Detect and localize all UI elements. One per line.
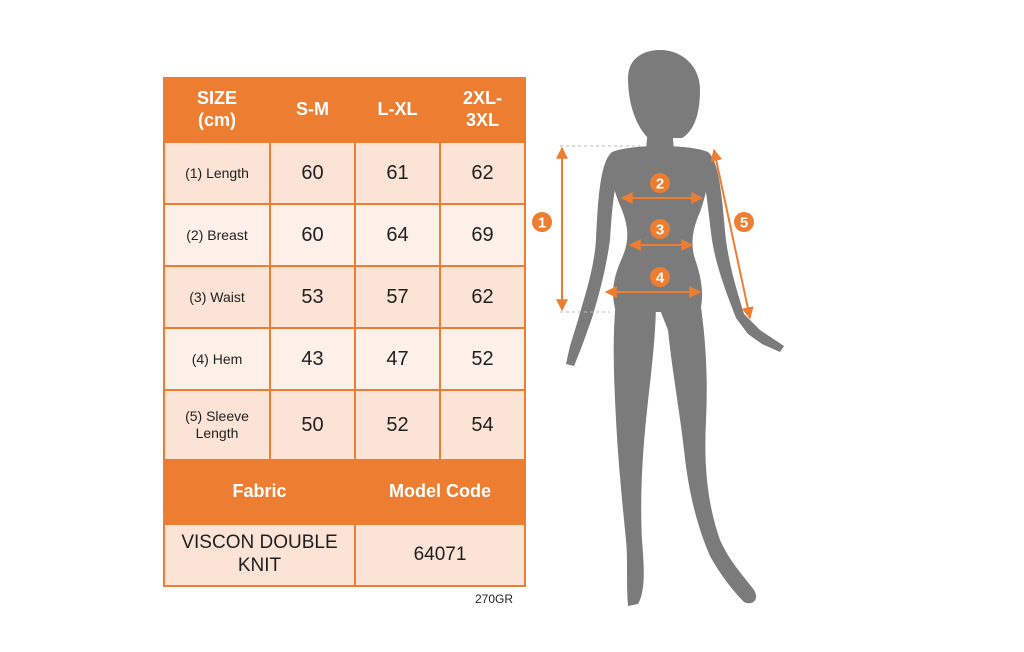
measurement-value: 47	[355, 328, 440, 390]
measurement-value: 60	[270, 204, 355, 266]
measurement-label: (2) Breast	[164, 204, 270, 266]
measurement-label: (1) Length	[164, 142, 270, 204]
model-code-value: 64071	[355, 524, 525, 586]
table-header-row	[164, 78, 525, 142]
marker-5-label: 5	[739, 214, 749, 232]
fabric-header-row	[164, 460, 525, 524]
body-silhouette-figure	[527, 40, 797, 620]
measurement-value: 61	[355, 142, 440, 204]
measurement-value: 43	[270, 328, 355, 390]
table-row	[164, 266, 525, 328]
size-chart-table	[163, 77, 526, 587]
size-column-header: L-XL	[355, 78, 440, 142]
measurement-value: 57	[355, 266, 440, 328]
measurement-value: 50	[270, 390, 355, 460]
fabric-value: VISCON DOUBLE KNIT	[164, 524, 355, 586]
measurement-value: 52	[440, 328, 525, 390]
marker-2-label: 2	[655, 175, 665, 193]
marker-1-label: 1	[537, 214, 547, 232]
size-column-header: S-M	[270, 78, 355, 142]
table-row	[164, 204, 525, 266]
table-row	[164, 328, 525, 390]
size-header: SIZE (cm)	[164, 78, 270, 142]
measurement-value: 62	[440, 266, 525, 328]
table-row	[164, 142, 525, 204]
measurement-value: 69	[440, 204, 525, 266]
measurement-label: (4) Hem	[164, 328, 270, 390]
woman-silhouette	[566, 50, 784, 606]
marker-3-label: 3	[655, 221, 665, 239]
model-code-header: Model Code	[355, 460, 525, 524]
measurement-value: 60	[270, 142, 355, 204]
measurement-value: 62	[440, 142, 525, 204]
size-column-header: 2XL- 3XL	[440, 78, 525, 142]
measurement-value: 64	[355, 204, 440, 266]
measurement-value: 53	[270, 266, 355, 328]
fabric-header: Fabric	[164, 460, 355, 524]
fabric-info-row	[164, 524, 525, 586]
measurement-label: (3) Waist	[164, 266, 270, 328]
fabric-weight-note: 270GR	[475, 592, 514, 606]
measurement-label: (5) Sleeve Length	[164, 390, 270, 460]
marker-4-label: 4	[655, 269, 665, 287]
table-row	[164, 390, 525, 460]
measurement-value: 54	[440, 390, 525, 460]
measurement-value: 52	[355, 390, 440, 460]
